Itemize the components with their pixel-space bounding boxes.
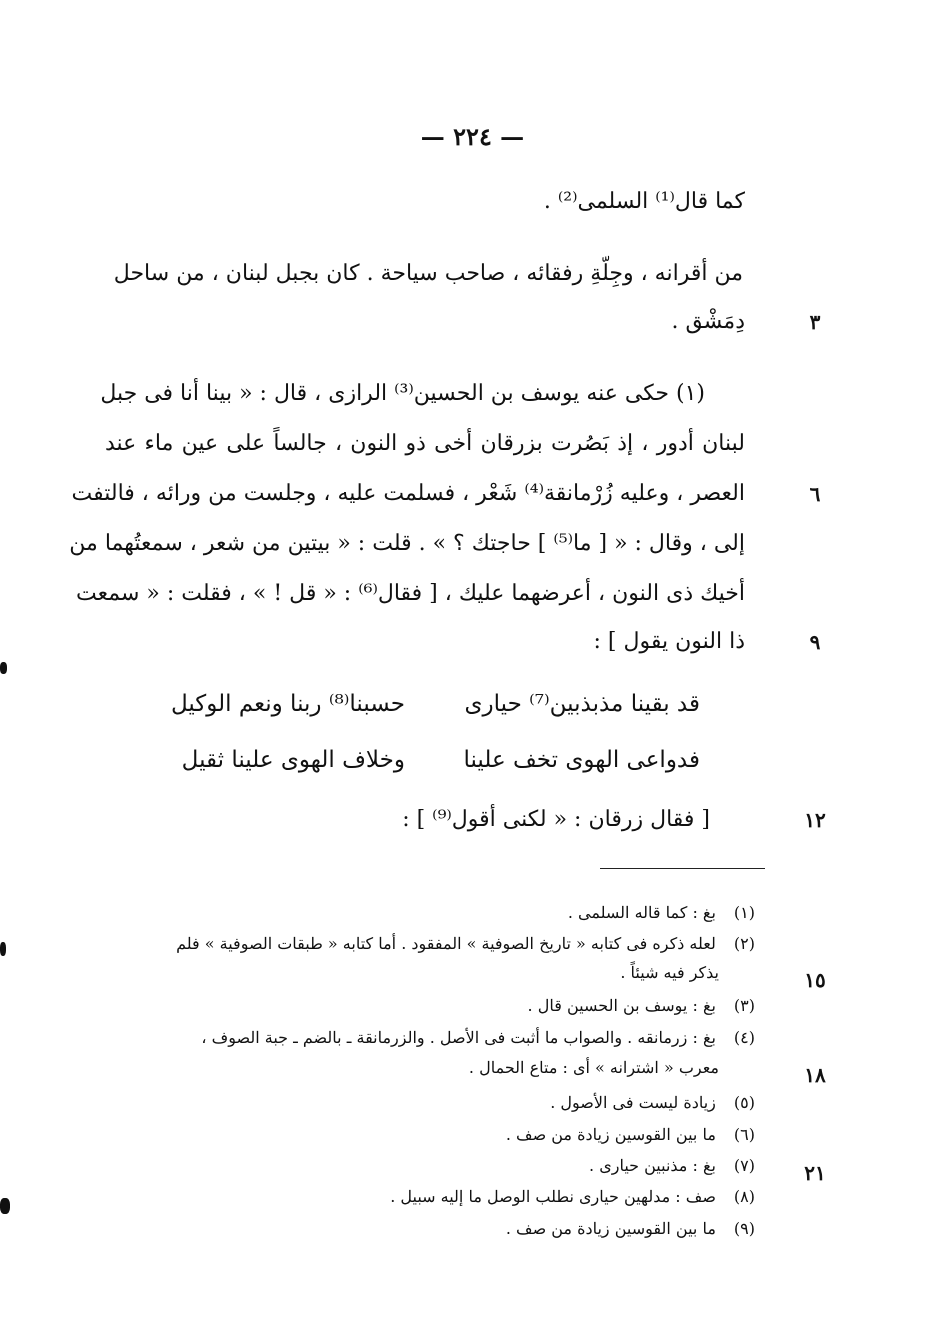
line-number: ١٨	[804, 1063, 826, 1087]
footnote-text: زيادة ليست فى الأصول .	[550, 1093, 716, 1112]
scan-edge-mark	[0, 942, 6, 956]
footnote-number: (٦)	[733, 1125, 755, 1144]
footnote-text: يذكر فيه شيئاً .	[620, 963, 719, 982]
closing-line: [ فقال زرقان : « لكنى أقول⁽⁹⁾ ] :	[402, 807, 710, 832]
intro-line: كما قال⁽¹⁾ السلمى⁽²⁾ .	[543, 189, 745, 214]
para1-line-1: من أقرانه ، وجِلّةِ رفقائه ، صاحب سياحة . كان بجبل لبنان ، من ساحل	[113, 261, 743, 286]
para2-line-6: ذا النون يقول ] :	[593, 629, 745, 654]
footnote-text: لعله ذكره فى كتابه « تاريخ الصوفية » المفقود . أما كتابه « طبقات الصوفية » فلم	[176, 934, 716, 953]
footnote-4	[201, 1025, 755, 1051]
footnote-6	[506, 1122, 755, 1148]
verse-2-first-hemistich: فدواعى الهوى تخف علينا	[463, 747, 700, 773]
para2-line-2: لبنان أدور ، إذ بَصُرت بزرقان أخى ذو النون ، جالساً على عين ماء عند	[105, 431, 745, 456]
footnote-number: (٩)	[733, 1219, 755, 1238]
footnote-text: ما بين القوسين زيادة من صف .	[505, 1219, 716, 1238]
footnote-number: (٤)	[733, 1028, 755, 1047]
footnote-5	[550, 1090, 755, 1116]
scan-edge-mark	[0, 1198, 10, 1214]
footnote-number: (٧)	[733, 1156, 755, 1175]
para2-line-1: (١) حكى عنه يوسف بن الحسين⁽³⁾ الرازى ، قال : « بينا أنا فى جبل	[100, 381, 705, 406]
footnote-number: (٣)	[733, 996, 755, 1015]
footnote-3	[528, 993, 755, 1019]
footnote-number: (٢)	[733, 934, 755, 953]
para1-line-2: دِمَشْق .	[671, 309, 745, 334]
line-number: ٩	[809, 630, 821, 654]
verse-1-first-hemistich: قد بقينا مذبذبين⁽⁷⁾ حيارى	[464, 691, 700, 717]
footnote-4-cont	[469, 1055, 719, 1081]
footnote-2-cont	[620, 960, 719, 986]
footnote-text: بغ : كما قاله السلمى .	[567, 903, 716, 922]
scan-edge-mark	[0, 662, 7, 674]
footnote-2	[176, 931, 755, 957]
footnote-number: (٥)	[733, 1093, 755, 1112]
footnote-number: (١)	[733, 903, 755, 922]
footnote-text: ما بين القوسين زيادة من صف .	[505, 1125, 716, 1144]
footnote-text: معرب « اشترانه » أى : متاع الحمال .	[468, 1058, 719, 1077]
line-number: ٢١	[804, 1161, 826, 1185]
footnote-text: بغ : يوسف بن الحسين قال .	[527, 996, 716, 1015]
footnote-text: بغ : زرمانقه . والصواب ما أثبت فى الأصل . والزرمانقة ـ بالضم ـ جبة الصوف ،	[201, 1028, 716, 1047]
footnote-separator	[600, 868, 765, 869]
footnote-1	[568, 900, 755, 926]
footnote-text: صف : مدلهين حيارى نطلب الوصل ما إليه سبيل .	[390, 1187, 716, 1206]
line-number: ١٢	[804, 808, 826, 832]
footnote-number: (٨)	[733, 1187, 755, 1206]
footnote-8	[390, 1184, 755, 1210]
footnote-text: بغ : مذنبين حيارى .	[589, 1156, 716, 1175]
footnote-9	[506, 1216, 755, 1242]
page-number: — ٢٢٤ —	[420, 122, 525, 151]
para2-line-4: إلى ، وقال : « [ ما⁽⁵⁾ ] حاجتك ؟ » . قلت : « بيتين من شعر ، سمعتُهما من	[69, 531, 745, 556]
para2-line-3: العصر ، وعليه زُرْمانقة⁽⁴⁾ شَعْر ، فسلمت عليه ، وجلست من ورائه ، فالتفت	[71, 481, 745, 506]
line-number: ٣	[809, 310, 821, 334]
footnote-7	[589, 1153, 755, 1179]
line-number: ٦	[809, 482, 821, 506]
para2-line-5: أخيك ذى النون ، أعرضهما عليك ، [ فقال⁽⁶⁾ : « قل ! » ، فقلت : « سمعت	[76, 581, 745, 606]
verse-2-second-hemistich: وخلاف الهوى علينا ثقيل	[181, 747, 405, 773]
verse-1-second-hemistich: حسبنا⁽⁸⁾ ربنا ونعم الوكيل	[170, 691, 405, 717]
line-number: ١٥	[804, 968, 826, 992]
